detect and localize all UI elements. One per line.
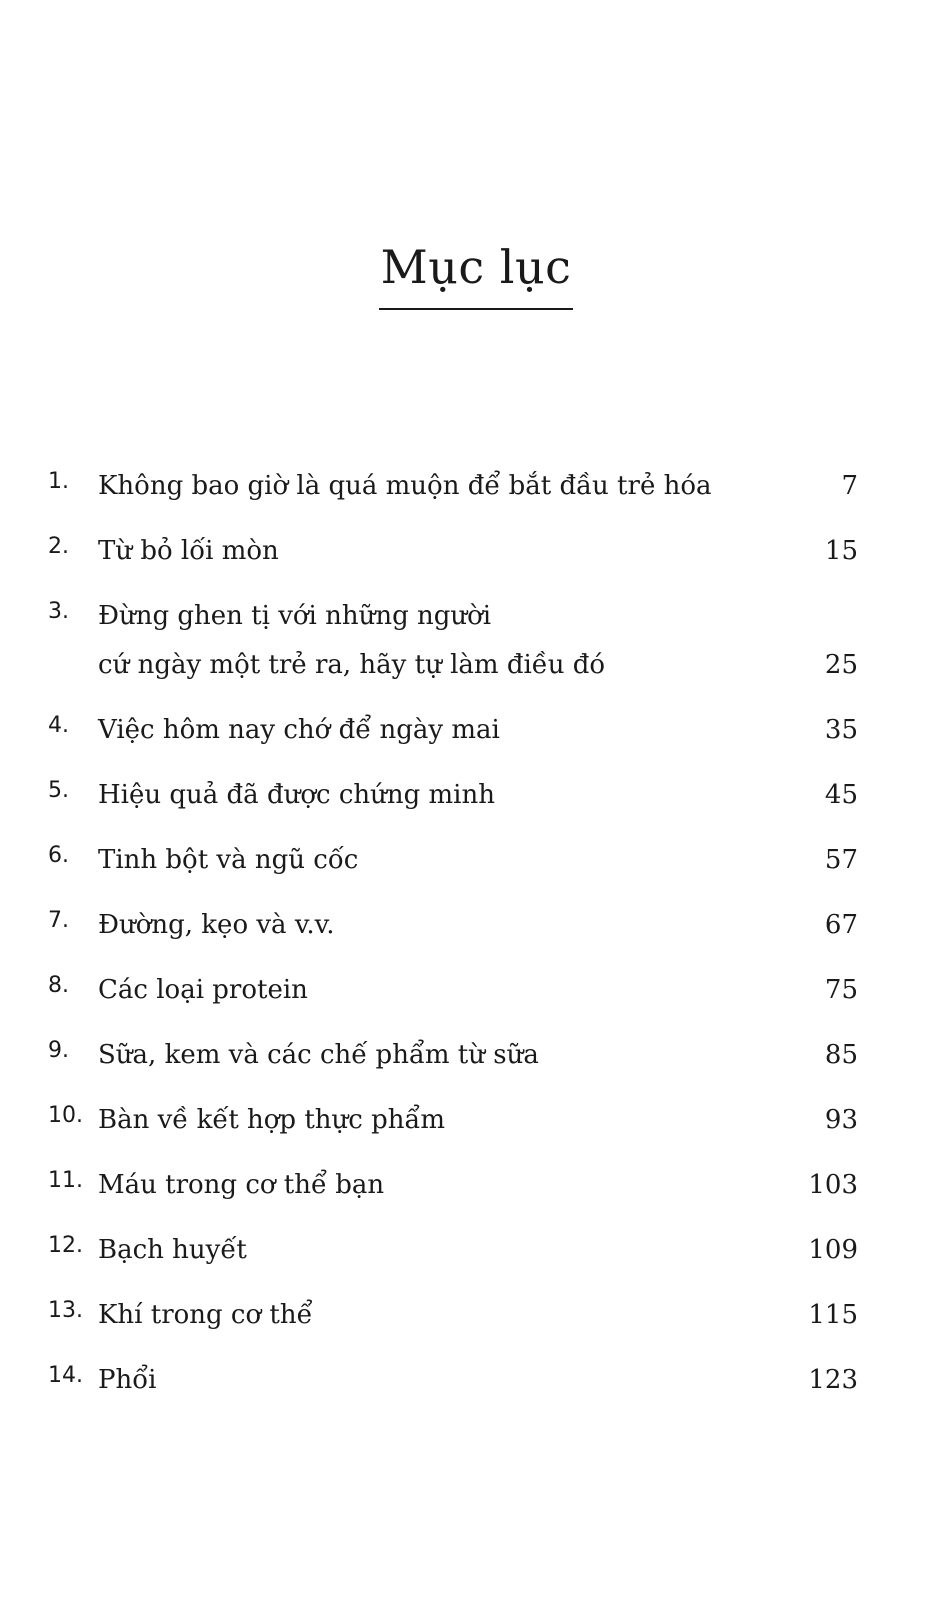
toc-entry-page: 109 — [808, 1235, 858, 1265]
toc-entry-number: 8. — [48, 973, 69, 998]
toc-entry[interactable] — [48, 901, 858, 966]
toc-entry[interactable] — [48, 592, 858, 706]
toc-entry-number: 2. — [48, 534, 69, 559]
toc-entry-title-line: Không bao giờ là quá muộn để bắt đầu trẻ hóa — [98, 471, 712, 501]
toc-entry-page: 123 — [808, 1365, 858, 1395]
toc-entry-title — [98, 1031, 539, 1080]
toc-entry[interactable] — [48, 1356, 858, 1421]
toc-entry-title-line: Bạch huyết — [98, 1235, 247, 1265]
toc-entry-title — [98, 1096, 445, 1145]
toc-entry[interactable] — [48, 706, 858, 771]
toc-entry-page: 93 — [824, 1105, 858, 1135]
toc-entry-title — [98, 706, 500, 755]
toc-entry[interactable] — [48, 1226, 858, 1291]
toc-entry-title — [98, 771, 495, 820]
toc-entry-title — [98, 527, 279, 576]
toc-entry-title-line: Máu trong cơ thể bạn — [98, 1170, 385, 1200]
toc-entry[interactable] — [48, 1291, 858, 1356]
toc-entry-page: 67 — [824, 910, 858, 940]
toc-entry-title-line: Tinh bột và ngũ cốc — [98, 845, 359, 875]
toc-entry-number: 11. — [48, 1168, 83, 1193]
toc-entry-page: 57 — [824, 845, 858, 875]
toc-entry-page: 15 — [824, 536, 858, 566]
toc-entry-number: 4. — [48, 713, 69, 738]
toc-entry-page: 75 — [824, 975, 858, 1005]
toc-entry[interactable] — [48, 1031, 858, 1096]
toc-entry-title — [98, 836, 358, 885]
toc-entry-title — [98, 1226, 247, 1275]
toc-entry[interactable] — [48, 527, 858, 592]
toc-entry-title — [98, 1356, 156, 1405]
toc-entry-page: 25 — [824, 650, 858, 680]
toc-entry-number: 14. — [48, 1363, 83, 1388]
page-title-text: Mục lục — [379, 240, 574, 310]
toc-entry-title-line: Từ bỏ lối mòn — [98, 536, 279, 566]
toc-entry[interactable] — [48, 1096, 858, 1161]
toc-entry-title — [98, 462, 712, 511]
toc-entry-number: 3. — [48, 599, 69, 624]
toc-entry-title-line: Sữa, kem và các chế phẩm từ sữa — [98, 1040, 539, 1070]
toc-entry[interactable] — [48, 836, 858, 901]
toc-entry-number: 9. — [48, 1038, 69, 1063]
toc-entry-number: 12. — [48, 1233, 83, 1258]
toc-entry-title — [98, 1291, 313, 1340]
toc-entry[interactable] — [48, 1161, 858, 1226]
toc-entry-title-line: Đường, kẹo và v.v. — [98, 910, 335, 940]
toc-entry-number: 6. — [48, 843, 69, 868]
toc-entry-page: 85 — [824, 1040, 858, 1070]
toc-entry[interactable] — [48, 462, 858, 527]
table-of-contents — [48, 462, 858, 1421]
toc-entry-title — [98, 901, 335, 950]
toc-entry-title-line: Bàn về kết hợp thực phẩm — [98, 1105, 446, 1135]
toc-entry-title-line: Các loại protein — [98, 975, 308, 1005]
toc-entry-number: 13. — [48, 1298, 83, 1323]
toc-entry[interactable] — [48, 771, 858, 836]
toc-entry-page: 35 — [824, 715, 858, 745]
toc-entry-title-line: Phổi — [98, 1365, 157, 1395]
toc-entry-page: 103 — [808, 1170, 858, 1200]
toc-entry-title-line: Việc hôm nay chớ để ngày mai — [98, 715, 500, 745]
toc-entry-page: 7 — [841, 471, 858, 501]
toc-entry-title-line: Đừng ghen tị với những người — [98, 601, 492, 631]
toc-entry[interactable] — [48, 966, 858, 1031]
toc-entry-title — [98, 966, 308, 1015]
toc-entry-page: 115 — [808, 1300, 858, 1330]
toc-entry-title — [98, 592, 605, 690]
toc-entry-number: 7. — [48, 908, 69, 933]
toc-entry-page: 45 — [824, 780, 858, 810]
toc-entry-title-line: cứ ngày một trẻ ra, hãy tự làm điều đó — [98, 650, 606, 680]
toc-entry-title-line: Hiệu quả đã được chứng minh — [98, 780, 495, 810]
toc-entry-number: 5. — [48, 778, 69, 803]
toc-entry-number: 1. — [48, 469, 69, 494]
toc-entry-title — [98, 1161, 384, 1210]
toc-entry-number: 10. — [48, 1103, 83, 1128]
toc-entry-title-line: Khí trong cơ thể — [98, 1300, 313, 1330]
page-title — [0, 240, 952, 310]
